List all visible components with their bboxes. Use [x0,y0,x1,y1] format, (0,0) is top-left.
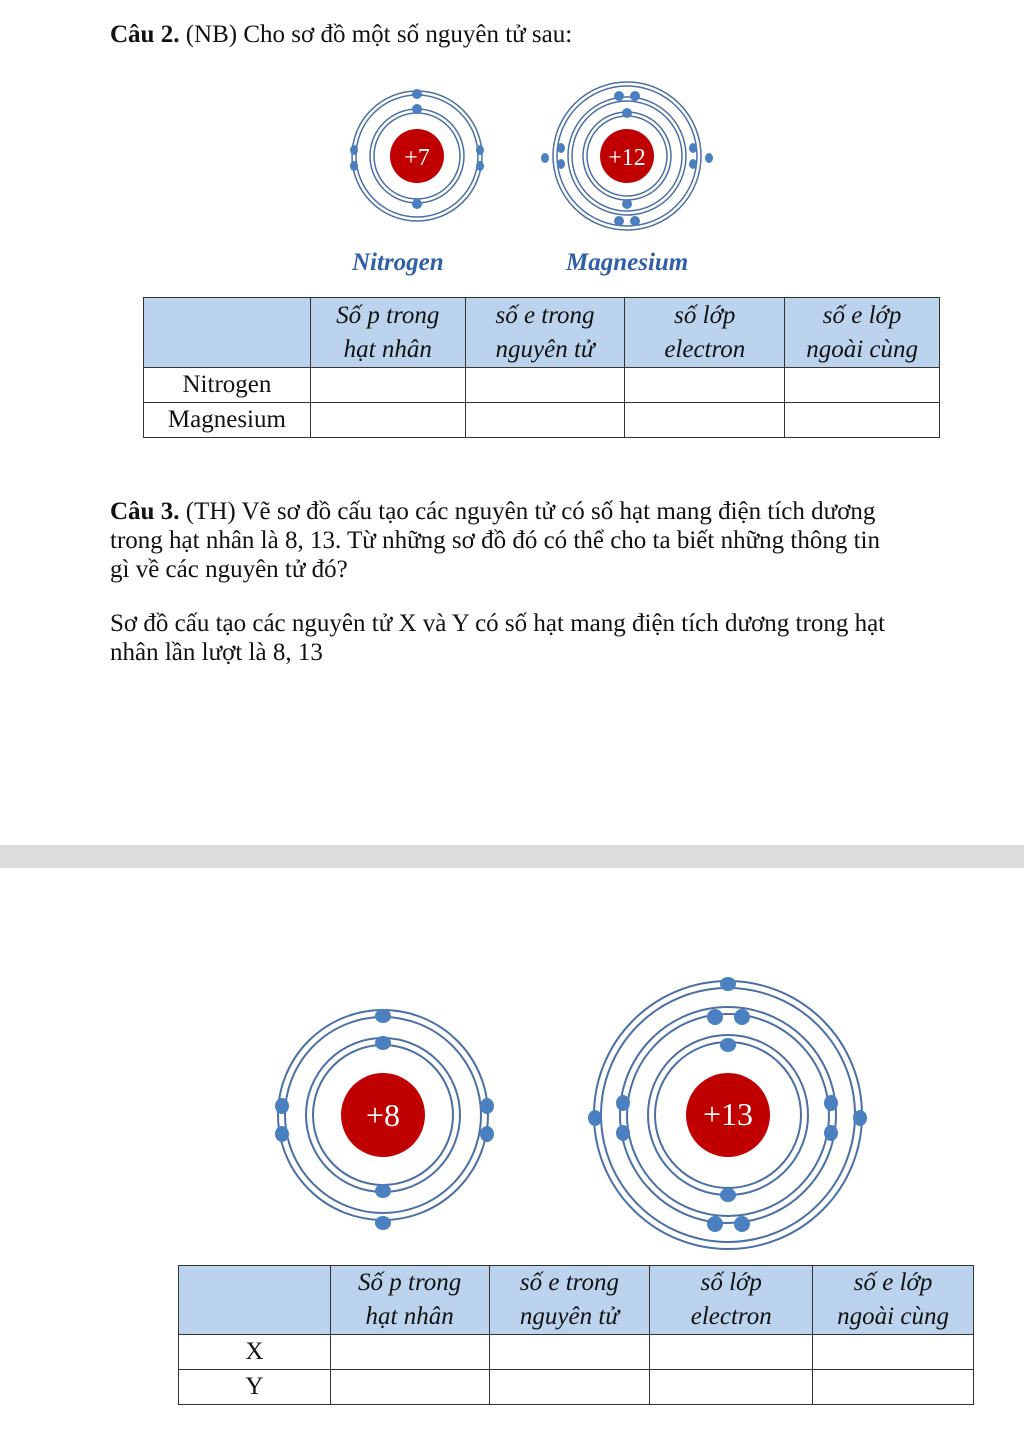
question2-table [143,297,940,438]
table-row [179,1335,974,1370]
table-cell[interactable] [650,1370,813,1405]
question2-text: (NB) Cho sơ đồ một số nguyên tử sau: [179,21,573,48]
table-cell[interactable] [310,368,465,403]
table-cell[interactable] [310,403,465,438]
header-cell-shells: số lớp electron [650,1266,813,1335]
header-cell-shells: số lớp electron [625,298,785,368]
header-cell-empty [144,298,311,368]
table-cell[interactable] [330,1370,489,1405]
row-label: Y [179,1370,331,1405]
table-row [179,1370,974,1405]
table-cell[interactable] [489,1370,650,1405]
magnesium-label: Magnesium [566,249,689,276]
table-header-row [144,298,940,368]
row-label: X [179,1335,331,1370]
header-cell-protons: Số p trong hạt nhân [330,1266,489,1335]
answer-text: Sơ đồ cấu tạo các nguyên tử X và Y có số hạt mang điện tích dương trong hạt nhân lần lượt là 8, 13 [110,610,886,666]
table-cell[interactable] [465,368,625,403]
table-row [144,368,940,403]
table-header-row [179,1266,974,1335]
magnesium-charge: +12 [608,145,646,171]
nitrogen-charge: +7 [404,145,430,171]
table-cell[interactable] [625,368,785,403]
table-cell[interactable] [650,1335,813,1370]
table-cell[interactable] [785,403,940,438]
row-label: Nitrogen [144,368,311,403]
question2-label: Câu 2. [110,21,180,48]
header-cell-outer-electrons: số e lớp ngoài cùng [813,1266,974,1335]
page-separator [0,845,1024,868]
atom-x-diagram [270,1005,500,1235]
atom-x-charge: +8 [365,1097,401,1133]
nitrogen-atom-diagram [340,80,500,240]
question3-label: Câu 3. [110,498,180,525]
table-cell[interactable] [813,1335,974,1370]
question2-heading [110,20,572,49]
row-label: Magnesium [144,403,311,438]
nitrogen-label: Nitrogen [352,249,444,276]
header-cell-electrons: số e trong nguyên tử [465,298,625,368]
table-cell[interactable] [785,368,940,403]
header-cell-protons: Số p trong hạt nhân [310,298,465,368]
table-row [144,403,940,438]
table-cell[interactable] [465,403,625,438]
atom-y-diagram [583,975,873,1260]
atom-y-charge: +13 [702,1096,754,1132]
header-cell-empty [179,1266,331,1335]
table-cell[interactable] [813,1370,974,1405]
table-cell[interactable] [625,403,785,438]
magnesium-atom-diagram [537,84,717,234]
question3-text: Câu 3. (TH) Vẽ sơ đồ cấu tạo các nguyên tử có số hạt mang điện tích dương trong hạt nhân là 8, 13. Từ những sơ đồ đó có thể cho ta biết những thông tin gì về các nguyên tử đó? [110,498,880,583]
header-cell-electrons: số e trong nguyên tử [489,1266,650,1335]
table-cell[interactable] [489,1335,650,1370]
header-cell-outer-electrons: số e lớp ngoài cùng [785,298,940,368]
question3-table [178,1265,974,1405]
table-cell[interactable] [330,1335,489,1370]
